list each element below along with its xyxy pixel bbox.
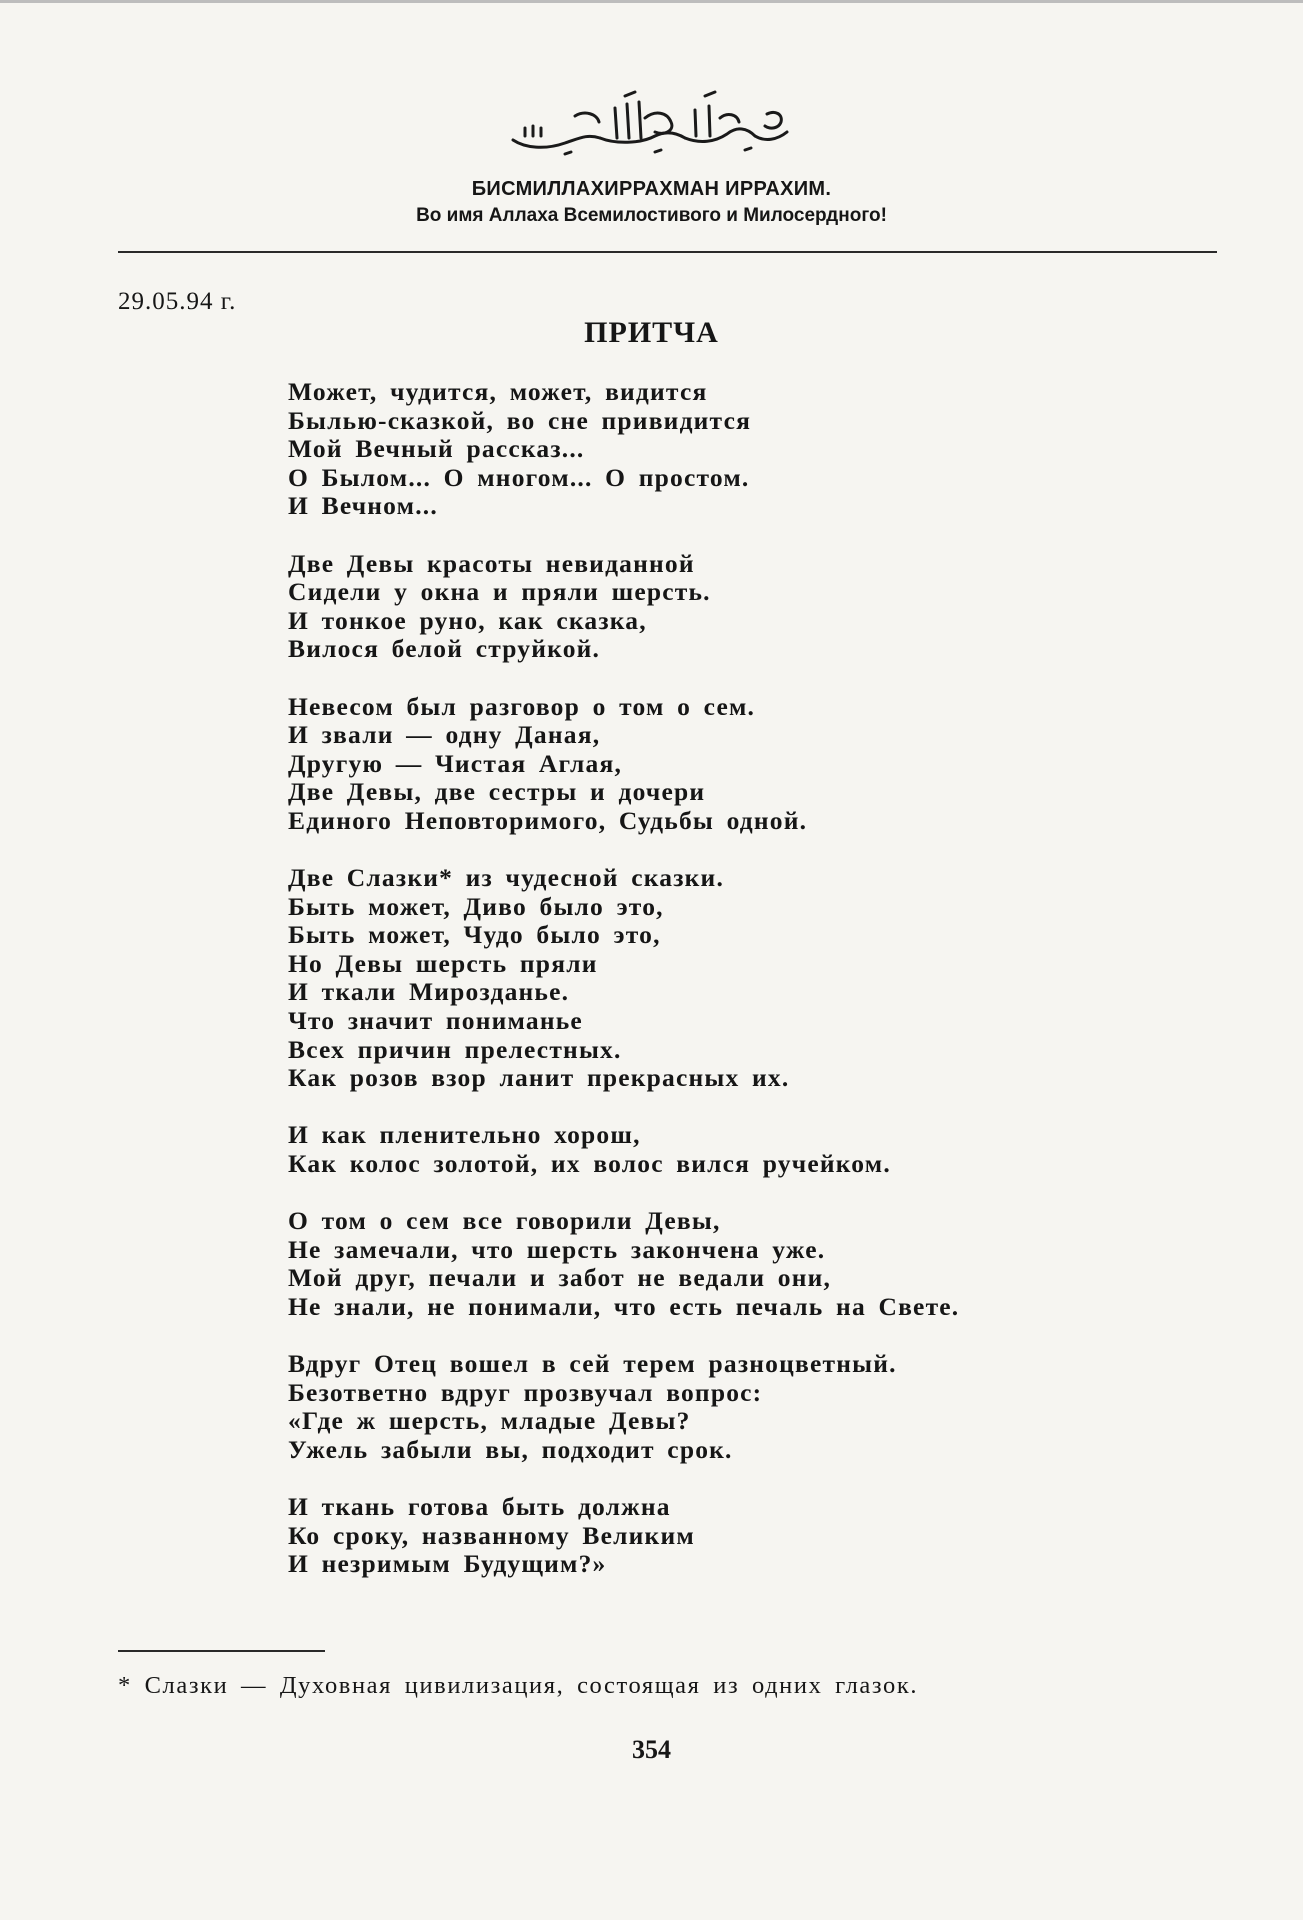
poem-line: Мой друг, печали и забот не ведали они,: [288, 1263, 832, 1293]
poem-date: 29.05.94 г.: [118, 288, 237, 315]
poem-line: И тонкое руно, как сказка,: [288, 605, 647, 635]
footnote-divider: [118, 1650, 325, 1652]
stanza: [288, 378, 1188, 521]
poem-line: Невесом был разговор о том о сем.: [288, 691, 756, 721]
stanza: [288, 1121, 1188, 1178]
footnote: * Слазки — Духовная цивилизация, состоящая из одних глазок.: [118, 1672, 919, 1699]
poem-line: Две Девы красоты невиданной: [288, 548, 695, 578]
poem-line: Две Девы, две сестры и дочери: [288, 777, 706, 807]
poem-body: [288, 378, 1188, 1608]
poem-line: Не знали, не понимали, что есть печаль на Свете.: [288, 1292, 960, 1321]
poem-line: Как розов взор ланит прекрасных их.: [288, 1063, 790, 1093]
poem-line: Ужель забыли вы, подходит срок.: [288, 1434, 733, 1464]
poem-line: И незримым Будущим?»: [288, 1549, 607, 1579]
poem-line: И Вечном...: [288, 491, 438, 521]
poem-line: Другую — Чистая Аглая,: [288, 748, 623, 778]
poem-line: Всех причин прелестных.: [288, 1034, 622, 1064]
poem-line: И как пленительно хорош,: [288, 1120, 641, 1150]
poem-line: О Былом... О многом... О простом.: [288, 462, 750, 492]
poem-title: ПРИТЧА: [584, 316, 719, 349]
poem-line: Единого Неповторимого, Судьбы одной.: [288, 805, 808, 835]
page-number: 354: [632, 1735, 671, 1764]
poem-line: Безответно вдруг прозвучал вопрос:: [288, 1377, 763, 1407]
poem-line: «Где ж шерсть, младые Девы?: [288, 1406, 691, 1436]
poem-line: Мой Вечный рассказ...: [288, 434, 585, 464]
top-edge-line: [0, 0, 1303, 3]
poem-line: Быть может, Диво было это,: [288, 891, 664, 921]
stanza: [288, 1207, 1188, 1321]
poem-line: Но Девы шерсть пряли: [288, 948, 598, 978]
poem-line: Как колос золотой, их волос вился ручейком.: [288, 1149, 891, 1179]
poem-line: Две Слазки* из чудесной сказки.: [288, 863, 725, 893]
stanza: [288, 1350, 1188, 1464]
stanza: [288, 864, 1188, 1093]
poem-line: Вдруг Отец вошел в сей терем разноцветный.: [288, 1349, 897, 1379]
poem-line: Может, чудится, может, видится: [288, 377, 708, 406]
poem-line: И звали — одну Даная,: [288, 720, 601, 750]
poem-line: Не замечали, что шерсть закончена уже.: [288, 1234, 826, 1264]
basmala-translation: Во имя Аллаха Всемилостивого и Милосердного!: [416, 205, 887, 226]
header-divider: [118, 251, 1217, 253]
poem-line: И ткань готова быть должна: [288, 1492, 671, 1522]
poem-line: Былью-сказкой, во сне привидится: [288, 405, 752, 435]
poem-line: О том о сем все говорили Девы,: [288, 1206, 721, 1236]
basmala-calligraphy-image: [505, 88, 795, 168]
poem-line: И ткали Мирозданье.: [288, 977, 570, 1007]
poem-line: Сидели у окна и пряли шерсть.: [288, 577, 711, 607]
stanza: [288, 550, 1188, 664]
basmala-transliteration: БИСМИЛЛАХИРРАХМАН ИРРАХИМ.: [471, 178, 832, 200]
poem-line: Что значит пониманье: [288, 1006, 583, 1036]
poem-line: Быть может, Чудо было это,: [288, 920, 661, 950]
poem-line: Ко сроку, названному Великим: [288, 1520, 695, 1550]
stanza: [288, 1493, 1188, 1579]
poem-line: Вилося белой струйкой.: [288, 634, 601, 664]
stanza: [288, 693, 1188, 836]
